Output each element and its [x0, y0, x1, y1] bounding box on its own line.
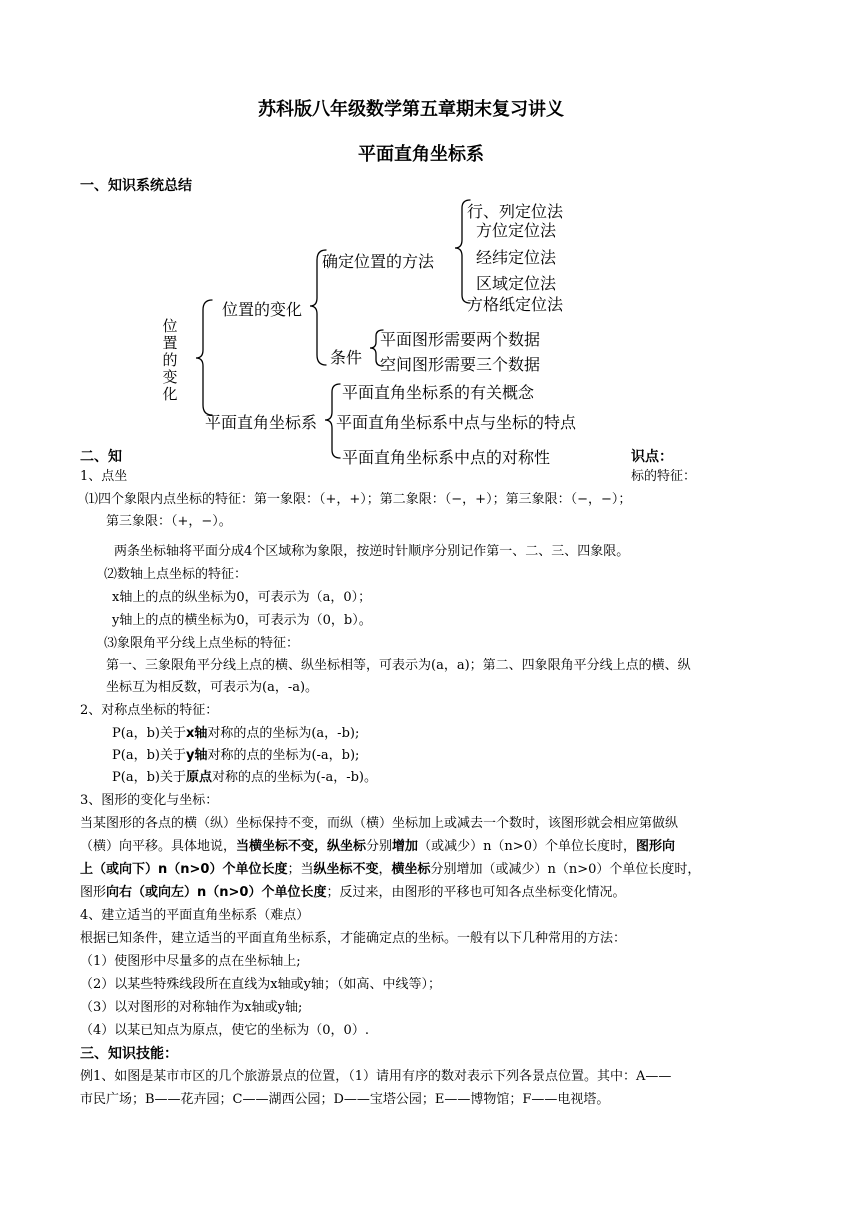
mindmap-methods: 确定位置的方法: [322, 252, 435, 271]
section3-heading: 三、知识技能：: [80, 1046, 178, 1062]
mindmap-branch-coord: 平面直角坐标系: [205, 413, 318, 432]
mindmap-condition-2: 空间图形需要三个数据: [380, 355, 541, 374]
mindmap-coord-1: 平面直角坐标系的有关概念: [342, 383, 535, 402]
list-item: （2）以某些特殊线段所在直线为x轴或y轴；（如高、中线等）；: [80, 977, 441, 992]
paragraph: x轴上的点的纵坐标为0，可表示为（a，0）；: [112, 590, 372, 605]
example-paragraph: 例1、如图是某市市区的几个旅游景点的位置，（1）请用有序的数对表示下列各景点位置。其中：A——: [80, 1069, 672, 1084]
list-item: （4）以某已知点为原点，使它的坐标为（0，0）.: [80, 1023, 369, 1038]
mindmap-coord-2: 平面直角坐标系中点与坐标的特点: [336, 413, 577, 432]
paragraph: y轴上的点的横坐标为0，可表示为（0，b）。: [112, 613, 372, 628]
paragraph: 两条坐标轴将平面分成4个区域称为象限，按逆时针顺序分别记作第一、二、三、四象限。: [114, 544, 630, 559]
item4-heading: 4、建立适当的平面直角坐标系（难点）: [80, 908, 310, 923]
item3-heading: 3、图形的变化与坐标：: [80, 793, 219, 808]
paragraph: 第三象限：（+，−）。: [106, 514, 232, 529]
mindmap-condition-1: 平面图形需要两个数据: [380, 330, 541, 349]
mindmap-conditions: 条件: [330, 348, 363, 367]
section1-heading: 一、知识系统总结: [80, 178, 192, 194]
mindmap-root: 位置的变化: [162, 317, 178, 403]
item1-heading: 1、点坐: [80, 469, 128, 484]
item1-heading-tail: 标的特征：: [631, 469, 697, 484]
list-item: （1）使图形中尽量多的点在坐标轴上;: [80, 954, 301, 969]
paragraph: 当某图形的各点的横（纵）坐标保持不变，而纵（横）坐标加上或减去一个数时，该图形就会相应第做纵: [80, 816, 679, 831]
paragraph: 第一、三象限角平分线上点的横、纵坐标相等，可表示为(a，a)；第二、四象限角平分线上点的横、纵: [106, 658, 691, 673]
doc-title: 苏科版八年级数学第五章期末复习讲义: [258, 99, 564, 120]
paragraph: 坐标互为相反数，可表示为(a，-a)。: [106, 680, 319, 695]
paragraph: ⑴四个象限内点坐标的特征：第一象限：（+，+）；第二象限：（−，+）；第三象限：（−，−）；: [85, 492, 632, 507]
paragraph: 图形向右（或向左）n（n>0）个单位长度；反过来，由图形的平移也可知各点坐标变化情况。: [80, 885, 626, 900]
paragraph: ⑵数轴上点坐标的特征：: [104, 567, 248, 582]
symmetry-line-origin: P(a，b)关于原点对称的点的坐标为(-a，-b)。: [112, 770, 377, 785]
symmetry-line-y: P(a，b)关于y轴对称的点的坐标为(-a，b);: [112, 748, 360, 763]
mindmap-method-4: 区域定位法: [476, 274, 557, 293]
section2-heading: 二、知: [80, 449, 122, 465]
paragraph: 上（或向下）n（n>0）个单位长度；当纵坐标不变，横坐标分别增加（或减少）n（n>0）个单位长度时，: [80, 862, 701, 877]
mindmap-method-2: 方位定位法: [476, 221, 557, 240]
paragraph: 根据已知条件，建立适当的平面直角坐标系，才能确定点的坐标。一般有以下几种常用的方法：: [80, 931, 627, 946]
symmetry-line-x: P(a，b)关于x轴对称的点的坐标为(a，-b);: [112, 726, 360, 741]
item2-heading: 2、对称点坐标的特征：: [80, 703, 219, 718]
list-item: （3）以对图形的对称轴作为x轴或y轴;: [80, 1000, 303, 1015]
paragraph: （横）向平移。具体地说，当横坐标不变，纵坐标分别增加（或减少）n（n>0）个单位长度时，图形向: [80, 839, 675, 854]
mindmap-coord-3: 平面直角坐标系中点的对称性: [342, 448, 551, 467]
paragraph: ⑶象限角平分线上点坐标的特征：: [104, 636, 300, 651]
section2-heading-tail: 识点：: [631, 449, 673, 465]
example-paragraph: 市民广场；B——花卉园；C——湖西公园；D——宝塔公园；E——博物馆；F——电视塔。: [80, 1092, 610, 1107]
mindmap-method-5: 方格纸定位法: [467, 295, 564, 314]
doc-subtitle: 平面直角坐标系: [358, 144, 484, 165]
mindmap-braces: [0, 0, 860, 480]
mindmap-method-1: 行、列定位法: [467, 202, 564, 221]
mindmap-method-3: 经纬定位法: [476, 248, 557, 267]
mindmap-branch-change: 位置的变化: [222, 300, 303, 319]
